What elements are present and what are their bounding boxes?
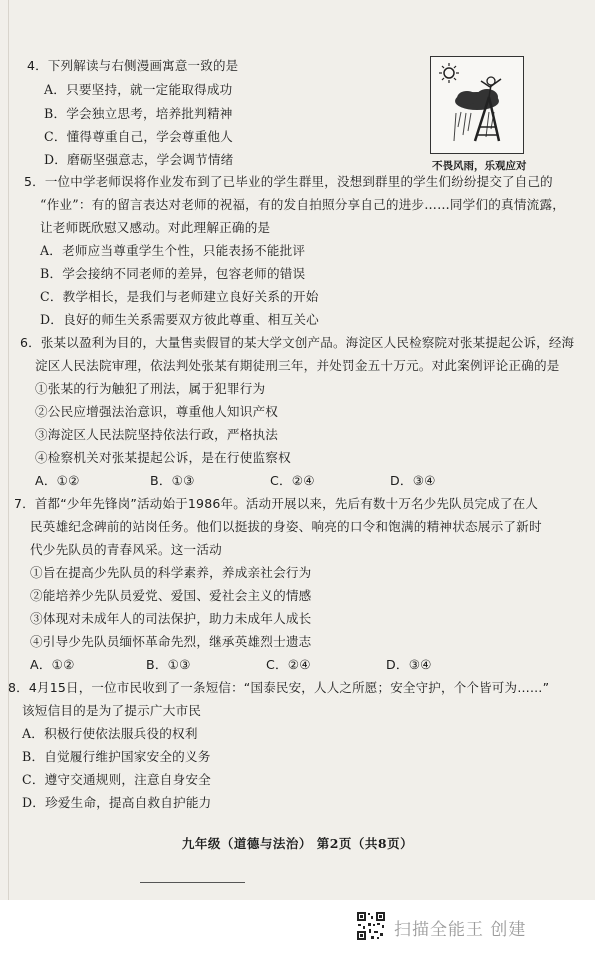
q7-stem-line-1: 7．首都“少年先锋岗”活动始于1986年。活动开展以来，先后有数十万名少先队员完成了在人 [14,496,539,511]
q5-option-a: A．老师应当尊重学生个性，只能表扬不能批评 [40,243,306,258]
q4-stem: 4．下列解读与右侧漫画寓意一致的是 [27,58,239,73]
q4-cartoon-caption: 不畏风雨，乐观应对 [432,160,527,172]
q6-stem-line-1: 6．张某以盈利为目的，大量售卖假冒的某大学文创产品。海淀区人民检察院对张某提起公诉，经海 [20,335,575,350]
q7-option-c: C．②④ [266,657,311,672]
q6-stem-line-2: 淀区人民法院审理，依法判处张某有期徒刑三年，并处罚金五十万元。对此案例评论正确的是 [35,358,560,373]
q5-stem-line-1: 5．一位中学老师误将作业发布到了已毕业的学生群里，没想到群里的学生们纷纷提交了自己的 [24,174,553,189]
q8-option-a: A．积极行使依法服兵役的权利 [22,726,198,741]
q6-option-b: B．①③ [150,473,195,488]
qr-code-icon [356,911,386,941]
q7-stem-line-3: 代少先队员的青春风采。这一活动 [30,542,222,557]
q5-option-d: D．良好的师生关系需要双方彼此尊重、相互关心 [40,312,319,327]
q8-stem-line-1: 8．4月15日，一位市民收到了一条短信：“国泰民安，人人之所愿；安全守护，个个皆可为……” [8,680,550,695]
q7-option-a: A．①② [30,657,75,672]
q8-option-d: D．珍爱生命，提高自救自护能力 [22,795,212,810]
q4-cartoon [430,56,524,154]
q7-statement-3: ③体现对未成年人的司法保护，助力未成年人成长 [30,611,312,626]
q6-statement-3: ③海淀区人民法院坚持依法行政，严格执法 [35,427,279,442]
q4-option-c: C．懂得尊重自己，学会尊重他人 [44,129,233,144]
bottom-rule [140,882,245,883]
q4-option-a: A．只要坚持，就一定能取得成功 [44,82,233,97]
q6-statement-1: ①张某的行为触犯了刑法，属于犯罪行为 [35,381,266,396]
q6-option-a: A．①② [35,473,80,488]
q7-statement-1: ①旨在提高少先队员的科学素养，养成亲社会行为 [30,565,312,580]
scanner-watermark-text: 扫描全能王 创建 [394,920,527,940]
q8-stem-line-2: 该短信目的是为了提示广大市民 [22,703,202,718]
q7-statement-2: ②能培养少先队员爱党、爱国、爱社会主义的情感 [30,588,312,603]
q5-stem-line-2: “作业”：有的留言表达对老师的祝福，有的发自拍照分享自己的进步……同学们的真情流露， [40,197,566,212]
q6-option-d: D．③④ [390,473,436,488]
q7-stem-line-2: 民英雄纪念碑前的站岗任务。他们以挺拔的身姿、响亮的口令和饱满的精神状态展示了新时 [30,519,542,534]
page-footer: 九年级（道德与法治） 第2页（共8页） [181,836,414,851]
q7-option-b: B．①③ [146,657,191,672]
q7-statement-4: ④引导少先队员缅怀革命先烈，继承英雄烈士遗志 [30,634,312,649]
q8-option-c: C．遵守交通规则，注意自身安全 [22,772,211,787]
q5-stem-line-3: 让老师既欣慰又感动。对此理解正确的是 [40,220,271,235]
q4-option-b: B．学会独立思考，培养批判精神 [44,106,233,121]
page-edge [8,0,9,900]
q5-option-b: B．学会接纳不同老师的差异，包容老师的错误 [40,266,306,281]
q8-option-b: B．自觉履行维护国家安全的义务 [22,749,211,764]
q6-option-c: C．②④ [270,473,315,488]
q6-statement-4: ④检察机关对张某提起公诉，是在行使监察权 [35,450,291,465]
q7-option-d: D．③④ [386,657,432,672]
q4-option-d: D．磨砺坚强意志，学会调节情绪 [44,152,234,167]
q5-option-c: C．教学相长，是我们与老师建立良好关系的开始 [40,289,319,304]
cartoon-figure-in-rain-icon [431,57,523,153]
q6-statement-2: ②公民应增强法治意识，尊重他人知识产权 [35,404,279,419]
